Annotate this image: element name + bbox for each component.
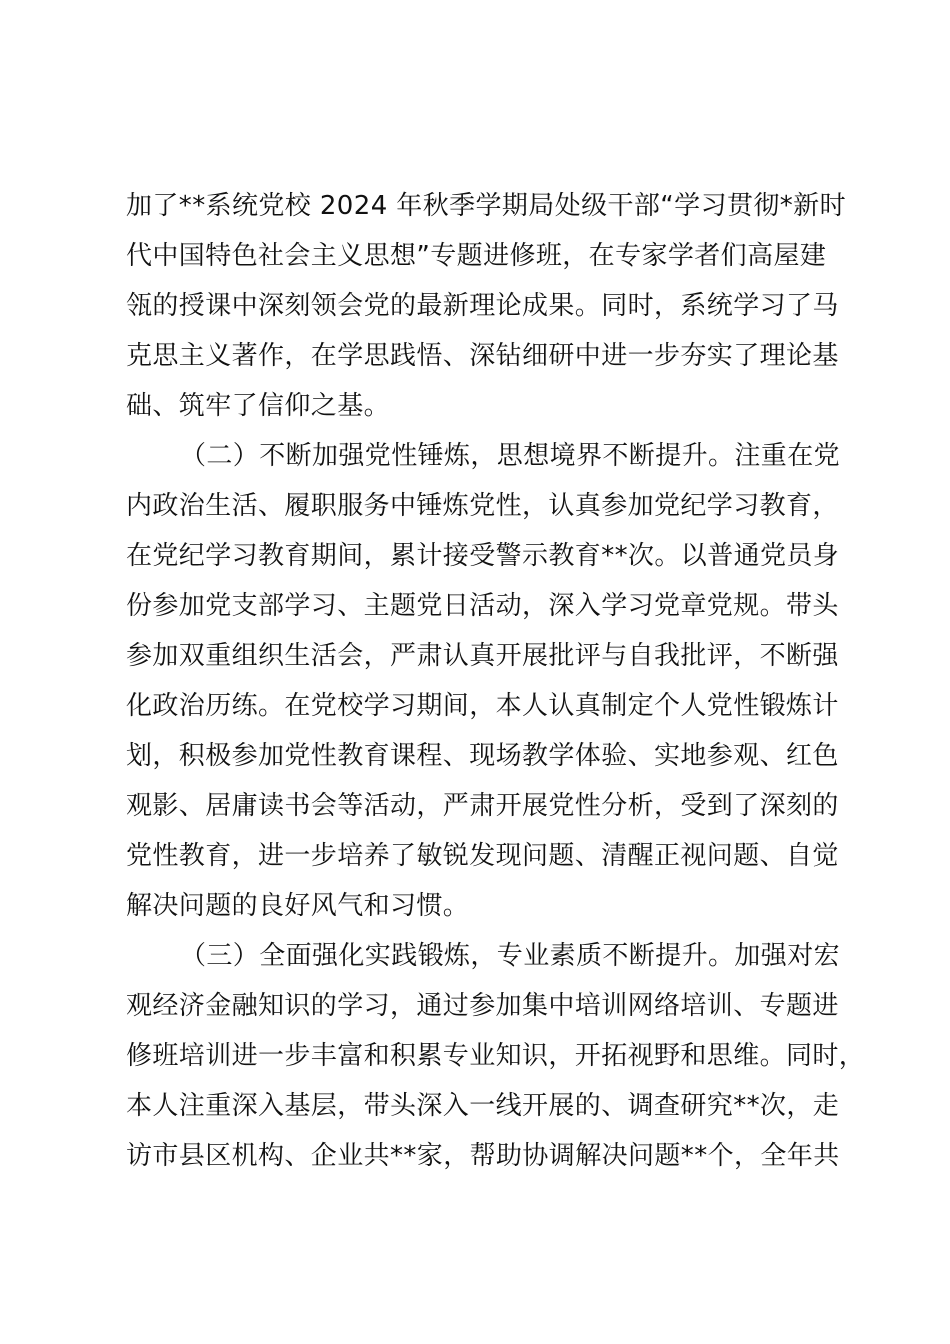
document-body [126, 181, 866, 1181]
paragraph-line: 在党纪学习教育期间，累计接受警示教育**次。以普通党员身 [126, 541, 840, 571]
paragraph-line: 化政治历练。在党校学习期间，本人认真制定个人党性锻炼计 [126, 691, 839, 721]
paragraph-line: 访市县区机构、企业共**家，帮助协调解决问题**个，全年共 [126, 1141, 840, 1171]
paragraph-line: 党性教育，进一步培养了敏锐发现问题、清醒正视问题、自觉 [126, 841, 839, 871]
paragraph-line: 瓴的授课中深刻领会党的最新理论成果。同时，系统学习了马 [126, 291, 839, 321]
paragraph-line: 划，积极参加党性教育课程、现场教学体验、实地参观、红色 [126, 741, 839, 771]
paragraph-line: 内政治生活、履职服务中锤炼党性，认真参加党纪学习教育， [126, 491, 839, 521]
paragraph-line: 修班培训进一步丰富和积累专业知识，开拓视野和思维。同时， [126, 1041, 866, 1071]
paragraph-line: 础、筑牢了信仰之基。 [126, 391, 391, 421]
section-heading-line: （三）全面强化实践锻炼，专业素质不断提升。加强对宏 [180, 941, 841, 971]
section-heading-line: （二）不断加强党性锤炼，思想境界不断提升。注重在党 [180, 441, 841, 471]
paragraph-line: 加了**系统党校 2024 年秋季学期局处级干部“学习贯彻*新时 [126, 191, 846, 221]
paragraph-line: 代中国特色社会主义思想”专题进修班，在专家学者们高屋建 [126, 241, 827, 271]
paragraph-line: 观经济金融知识的学习，通过参加集中培训网络培训、专题进 [126, 991, 839, 1021]
paragraph-line: 参加双重组织生活会，严肃认真开展批评与自我批评，不断强 [126, 641, 839, 671]
paragraph-line: 解决问题的良好风气和习惯。 [126, 891, 470, 921]
paragraph-line: 本人注重深入基层，带头深入一线开展的、调查研究**次，走 [126, 1091, 840, 1121]
paragraph-line: 份参加党支部学习、主题党日活动，深入学习党章党规。带头 [126, 591, 839, 621]
paragraph-line: 克思主义著作，在学思践悟、深钻细研中进一步夯实了理论基 [126, 341, 839, 371]
paragraph-line: 观影、居庸读书会等活动，严肃开展党性分析，受到了深刻的 [126, 791, 839, 821]
